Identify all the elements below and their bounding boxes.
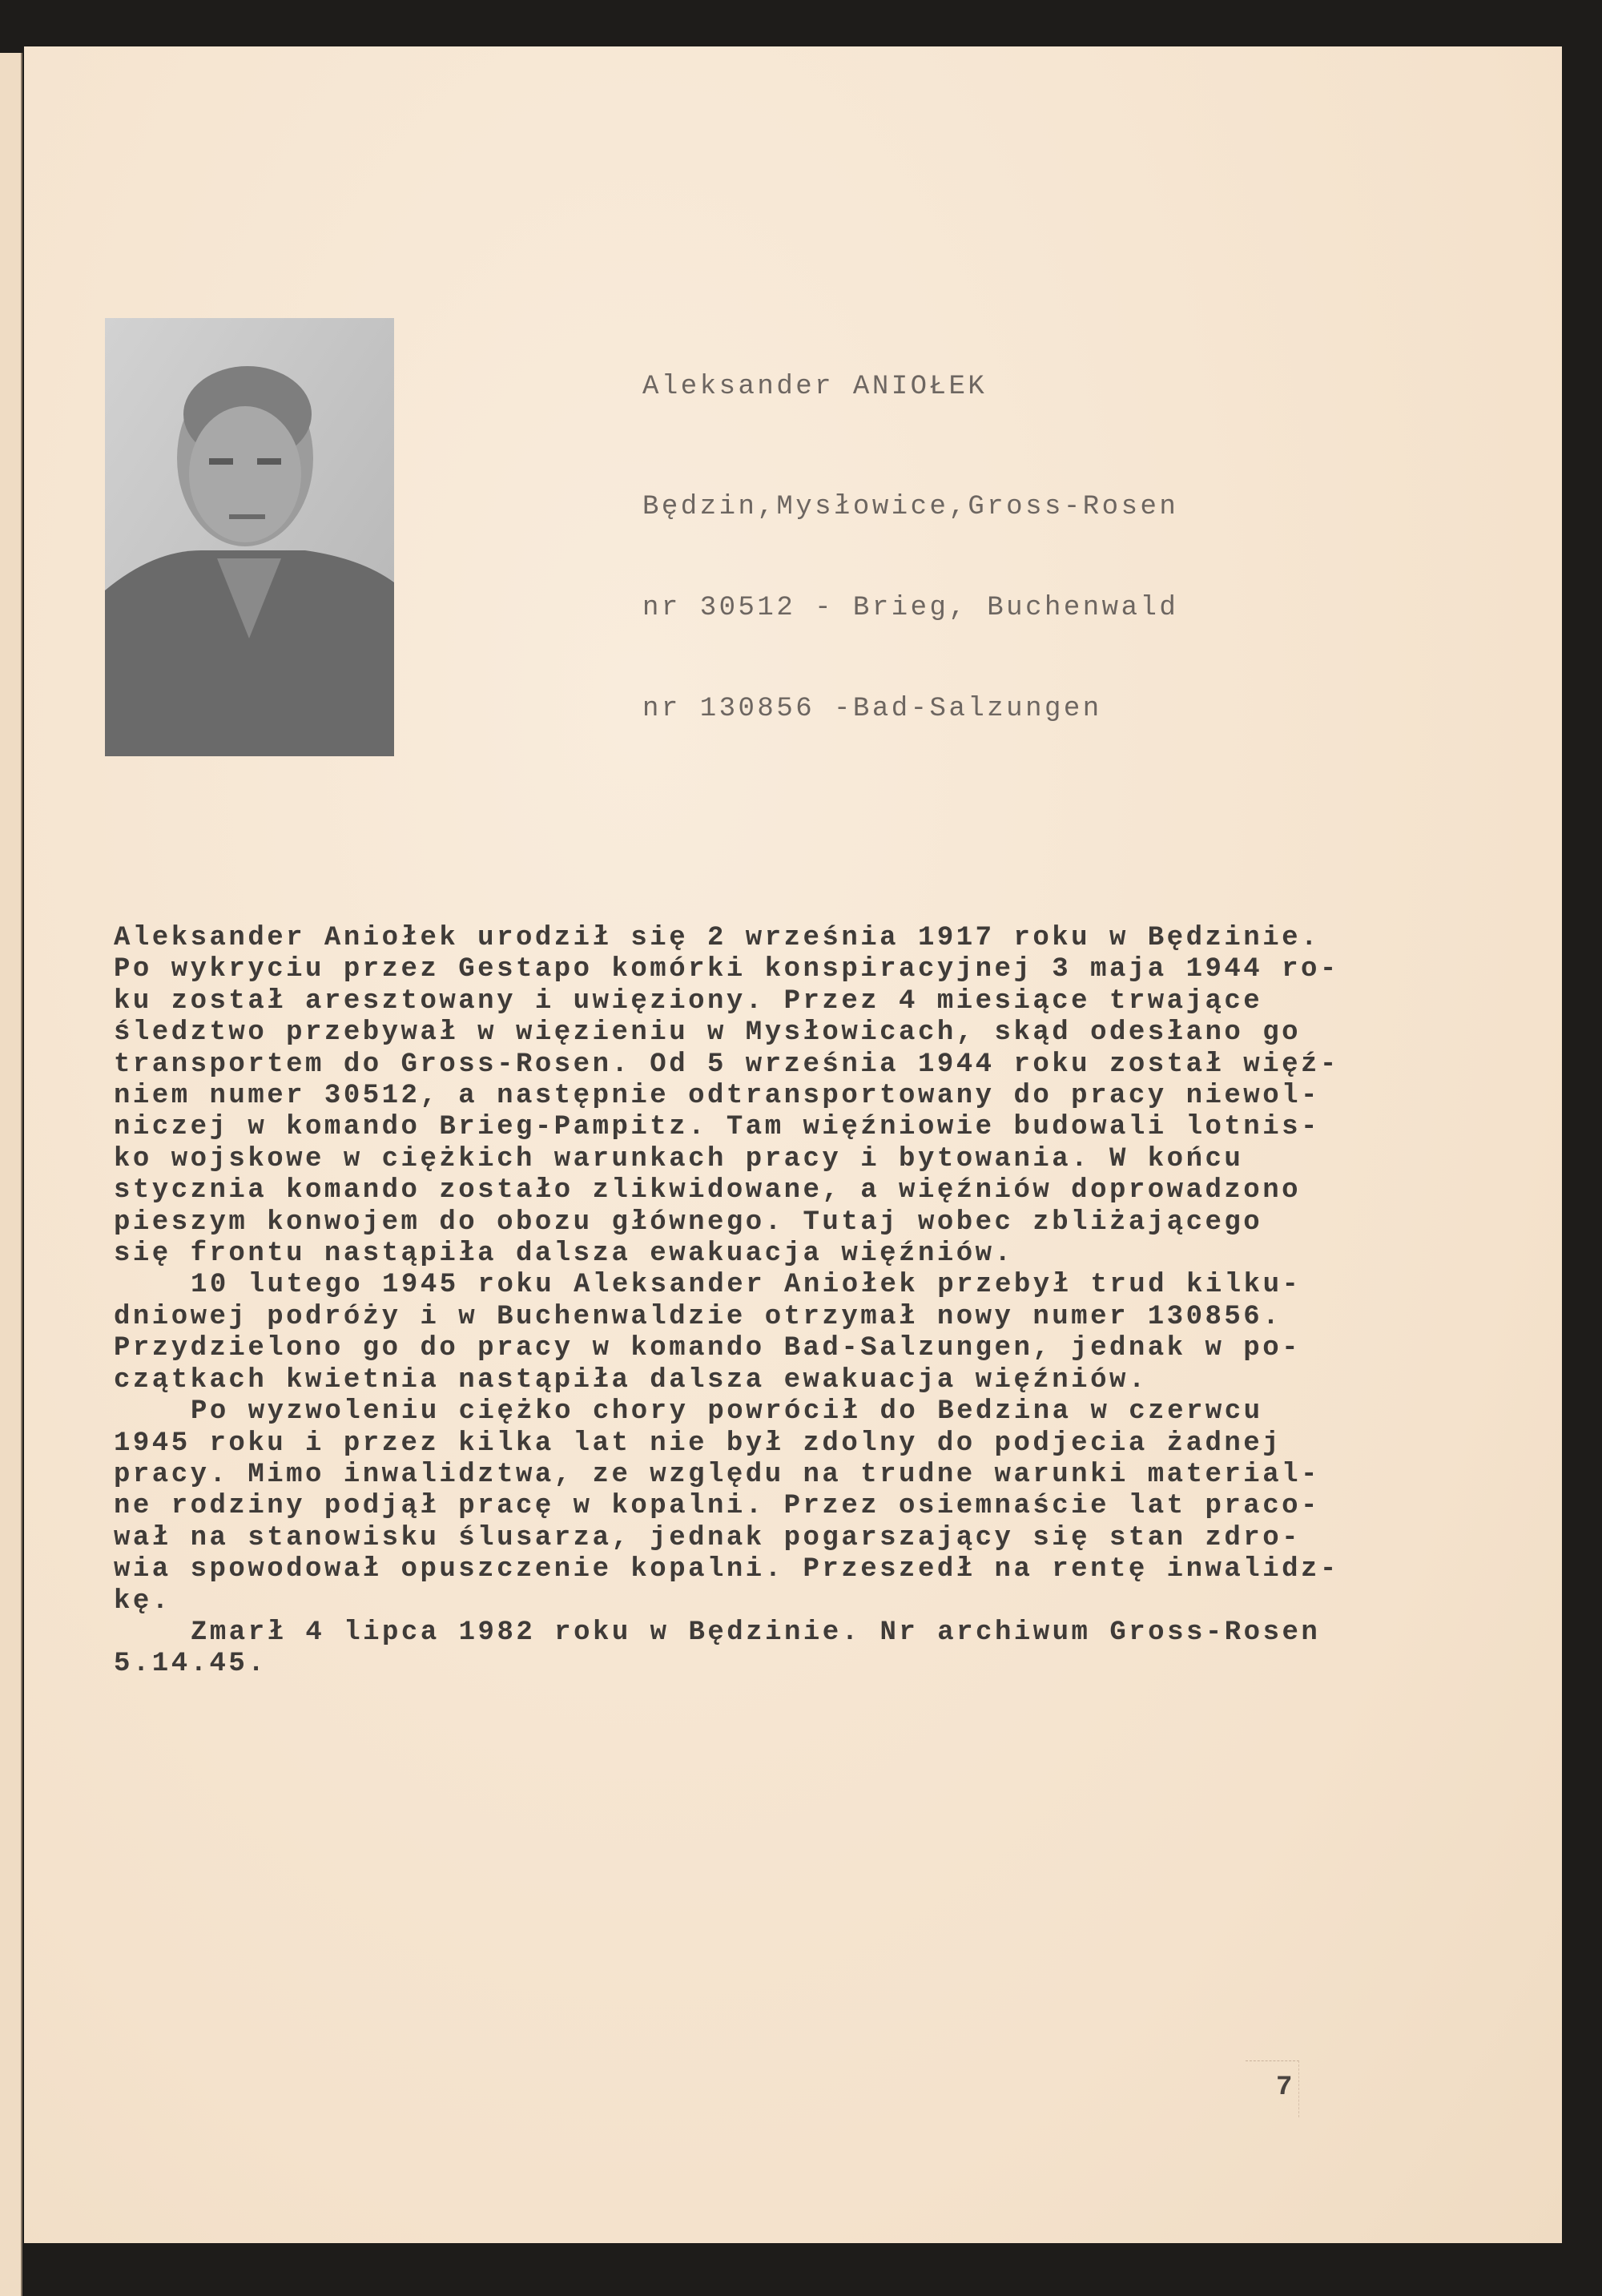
header-line: nr 130856 -Bad-Salzungen (642, 694, 1102, 724)
biography-text (114, 923, 1339, 1681)
text-line: 10 lutego 1945 roku Aleksander Aniołek przebył trud kilku- (191, 1270, 1302, 1301)
text-line: ne rodziny podjął pracę w kopalni. Przez osiemnaście lat praco- (114, 1491, 1320, 1522)
text-line: pracy. Mimo inwalidztwa, ze względu na trudne warunki material- (114, 1459, 1320, 1490)
text-line: czątkach kwietnia nastąpiła dalsza ewakuacja więźniów. (114, 1364, 1148, 1396)
text-line: pieszym konwojem do obozu głównego. Tutaj wobec zbliżającego (114, 1206, 1263, 1238)
prisoner-name: Aleksander ANIOŁEK (642, 372, 988, 402)
header-line: Będzin,Mysłowice,Gross-Rosen (642, 492, 1179, 522)
portrait-photo (105, 318, 394, 756)
text-line: niem numer 30512, a następnie odtransportowany do pracy niewol- (114, 1081, 1320, 1112)
text-line: dniowej podróży i w Buchenwaldzie otrzymał nowy numer 130856. (114, 1301, 1282, 1332)
text-line: Zmarł 4 lipca 1982 roku w Będzinie. Nr archiwum Gross-Rosen (191, 1617, 1321, 1648)
text-line: ku został aresztowany i uwięziony. Przez 4 miesiące trwające (114, 985, 1263, 1017)
text-line: Przydzielono go do pracy w komando Bad-Salzungen, jednak w po- (114, 1333, 1302, 1364)
page-number-box (1246, 2060, 1299, 2117)
text-line: się frontu nastąpiła dalsza ewakuacja więźniów. (114, 1239, 1014, 1270)
text-line: stycznia komando zostało zlikwidowane, a więźniów doprowadzono (114, 1175, 1302, 1206)
text-line: wia spowodował opuszczenie kopalni. Przeszedł na rentę inwalidz- (114, 1554, 1339, 1585)
prisoner-header (642, 303, 1178, 759)
adjacent-page-edge (0, 53, 22, 2296)
text-line: transportem do Gross-Rosen. Od 5 września 1944 roku został więź- (114, 1049, 1339, 1080)
text-line: Po wyzwoleniu ciężko chory powrócił do Bedzina w czerwcu (191, 1396, 1263, 1428)
header-line: nr 30512 - Brieg, Buchenwald (642, 593, 1179, 623)
text-line: 1945 roku i przez kilka lat nie był zdolny do podjecia żadnej (114, 1428, 1282, 1459)
text-line: Po wykryciu przez Gestapo komórki konspiracyjnej 3 maja 1944 ro- (114, 954, 1339, 985)
portrait-image (105, 318, 394, 756)
text-line: wał na stanowisku ślusarza, jednak pogarszający się stan zdro- (114, 1522, 1302, 1553)
text-line: Aleksander Aniołek urodził się 2 września 1917 roku w Będzinie. (114, 923, 1320, 953)
page-number: 7 (1276, 2072, 1293, 2103)
text-line: ko wojskowe w ciężkich warunkach pracy i bytowania. W końcu (114, 1143, 1244, 1174)
text-line: niczej w komando Brieg-Pampitz. Tam więźniowie budowali lotnis- (114, 1112, 1320, 1143)
text-line: kę. (114, 1585, 171, 1617)
text-line: 5.14.45. (114, 1649, 268, 1680)
text-line: śledztwo przebywał w więzieniu w Mysłowicach, skąd odesłano go (114, 1017, 1302, 1049)
